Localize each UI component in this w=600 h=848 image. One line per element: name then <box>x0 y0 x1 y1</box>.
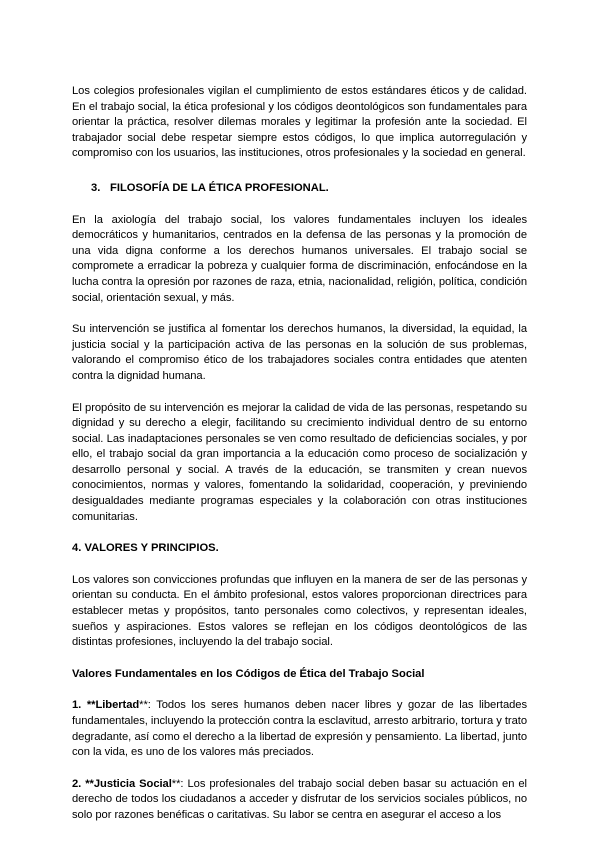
document-page <box>72 84 527 824</box>
intro-paragraph: Los colegios profesionales vigilan el cumplimiento de estos estándares éticos y de calidad. En el trabajo social, la ética profesional y los códigos deontológicos son fundamentales para orientar la práctica, resolver dilemas morales y legitimar la profesión ante la sociedad. El trabajador social debe respetar siempre estos códigos, lo que implica autorregulación y compromiso con los usuarios, las instituciones, otros profesionales y la sociedad en general. <box>72 85 527 160</box>
section-3-paragraph-3: El propósito de su intervención es mejorar la calidad de vida de las personas, respetando su dignidad y su derecho a elegir, facilitando su crecimiento individual dentro de su entorno social. Las inadaptaciones personales se ven como resultado de deficiencias sociales, y por ello, el trabajo social da gran importancia a la educación como proceso de socialización y desarrollo personal y social. A través de la educación, se transmiten y crean nuevos conocimientos, normas y valores, fomentando la solidaridad, cooperación, y previniendo desigualdades mediante programas especiales y la colaboración con otras instituciones comunitarias. <box>72 401 527 523</box>
value-item-text: : Todos los seres humanos deben nacer libres y gozar de las libertades fundamentales, incluyendo la protección contra la esclavitud, arresto arbitrario, tortura y trato degradante, así como el derecho a la libertad de expresión y pensamiento. La libertad, junto con la vida, es uno de los valores más preciados. <box>72 699 527 759</box>
value-item-name: Libertad <box>95 699 140 712</box>
value-item-prefix: 2. ** <box>72 777 94 790</box>
value-item-libertad <box>72 698 527 760</box>
value-item-text: : Los profesionales del trabajo social deben basar su actuación en el derecho de todos los ciudadanos a acceder y disfrutar de los servicios sociales públicos, no solo por razones benéficas o caritativas. Su labor se centra en asegurar el acceso a los <box>72 777 527 821</box>
value-item-prefix: 1. ** <box>72 699 96 712</box>
section-3-title: FILOSOFÍA DE LA ÉTICA PROFESIONAL. <box>110 181 329 194</box>
section-3-paragraph-2: Su intervención se justifica al fomentar los derechos humanos, la diversidad, la equidad, la justicia social y la participación activa de las personas en la solución de sus problemas, valorando el compromiso ético de los trabajadores sociales contra entidades que atenten contra la dignidad humana. <box>72 323 527 382</box>
value-item-justicia-social <box>72 777 527 824</box>
values-section-heading: Valores Fundamentales en los Códigos de Ética del Trabajo Social <box>72 667 425 680</box>
value-item-name: Justicia Social <box>93 777 172 790</box>
section-3-paragraph-1: En la axiología del trabajo social, los valores fundamentales incluyen los ideales democráticos y humanitarios, centrados en la defensa de las personas y la promoción de una vida digna conforme a los derechos humanos universales. El trabajo social se compromete a erradicar la pobreza y cualquier forma de discriminación, enfocándose en la lucha contra la opresión por razones de raza, etnia, nacionalidad, religión, política, condición social, orientación sexual, y más. <box>72 213 527 304</box>
section-4-paragraph: Los valores son convicciones profundas que influyen en la manera de ser de las personas y orientan su conducta. En el ámbito profesional, estos valores proporcionan directrices para establecer metas y propósitos, tanto personales como colectivos, y representan ideales, sueños y aspiraciones. Estos valores se reflejan en los códigos deontológicos de las distintas profesiones, incluyendo la del trabajo social. <box>72 573 527 649</box>
value-item-marker: ** <box>171 777 181 790</box>
section-3-number: 3. <box>91 181 101 194</box>
section-4-heading: 4. VALORES Y PRINCIPIOS. <box>72 542 219 555</box>
value-item-marker: ** <box>139 699 148 712</box>
section-3-heading <box>72 181 527 197</box>
